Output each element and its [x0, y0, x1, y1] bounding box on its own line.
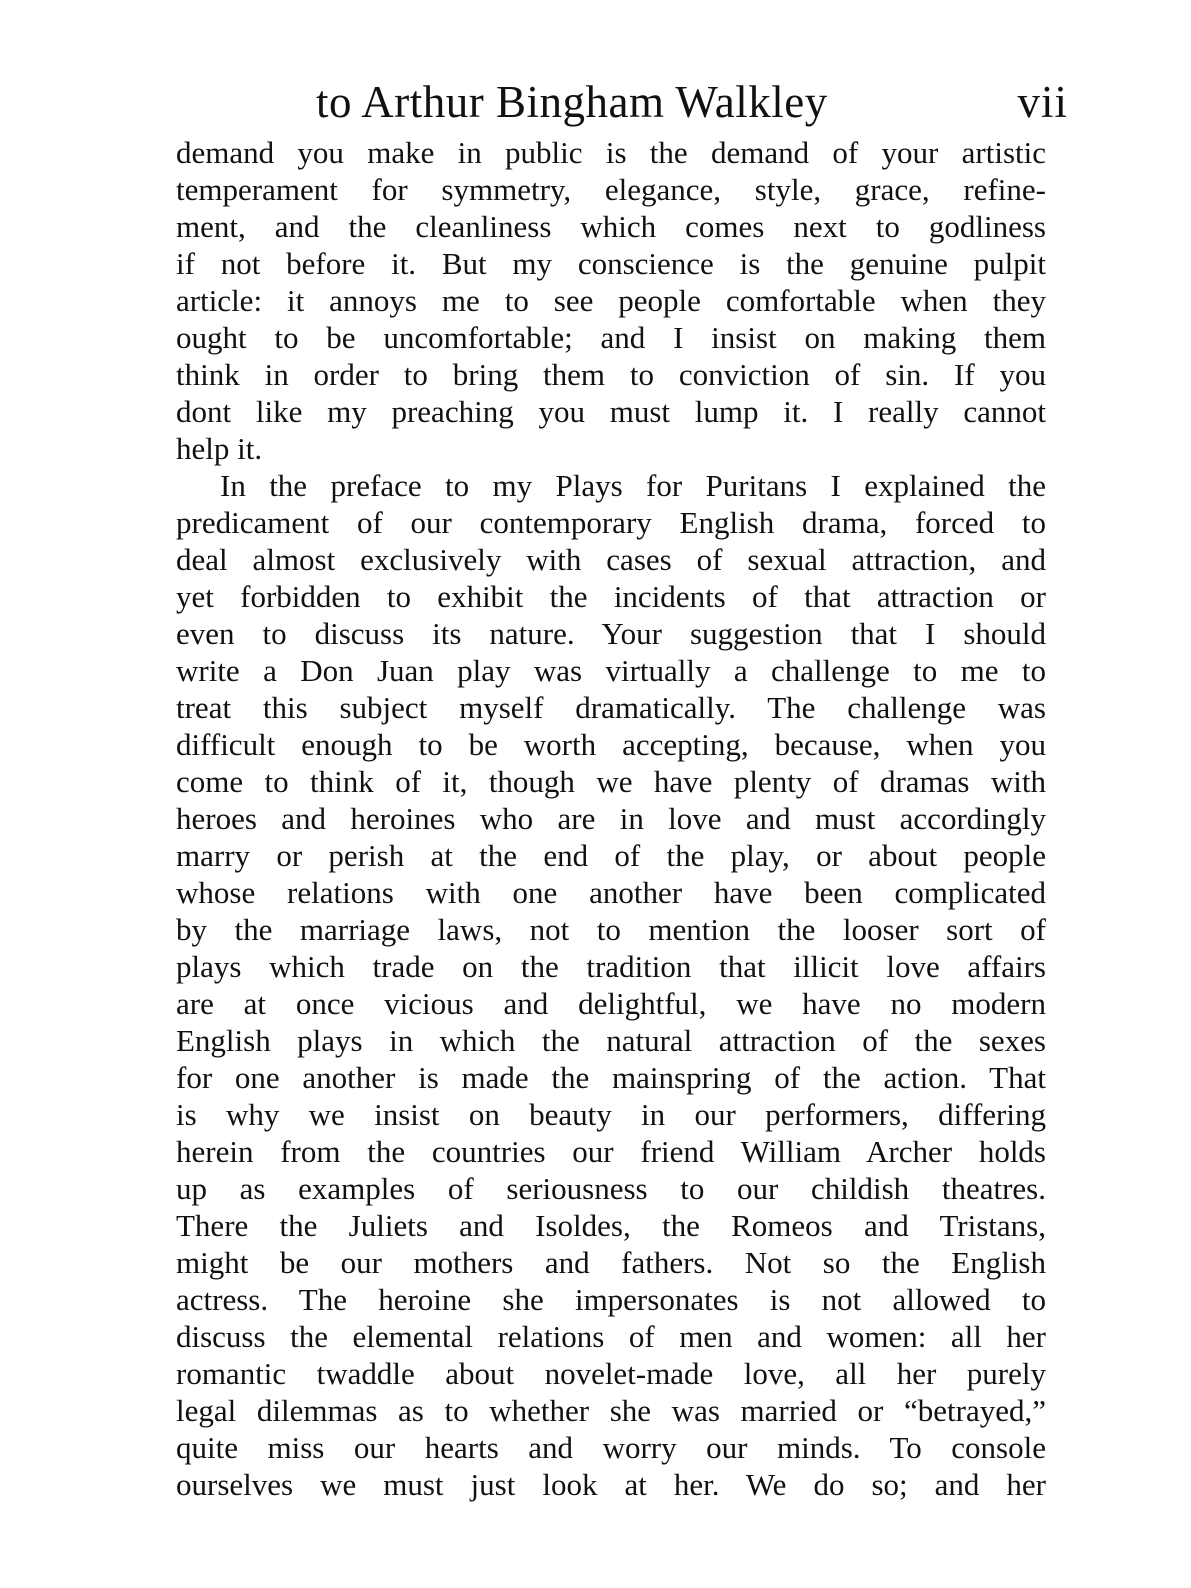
text-line: quite miss our hearts and worry our minds. To console	[176, 1430, 1046, 1465]
text-line: romantic twaddle about novelet-made love, all her purely	[176, 1356, 1046, 1391]
text-line: for one another is made the mainspring of the action. That	[176, 1060, 1046, 1095]
text-line: predicament of our contemporary English drama, forced to	[176, 505, 1046, 540]
text-line: write a Don Juan play was virtually a challenge to me to	[176, 653, 1046, 688]
text-line: article: it annoys me to see people comfortable when they	[176, 283, 1046, 318]
running-head	[0, 74, 1191, 130]
text-line: even to discuss its nature. Your suggestion that I should	[176, 616, 1046, 651]
text-line: legal dilemmas as to whether she was married or “betrayed,”	[176, 1393, 1046, 1428]
text-line: ment, and the cleanliness which comes next to godliness	[176, 209, 1046, 244]
text-line: think in order to bring them to conviction of sin. If you	[176, 357, 1046, 392]
text-line: herein from the countries our friend William Archer holds	[176, 1134, 1046, 1169]
text-line: ought to be uncomfortable; and I insist on making them	[176, 320, 1046, 355]
running-title: to Arthur Bingham Walkley	[316, 77, 828, 127]
paragraph-first-line: In the preface to my Plays for Puritans I explained the	[220, 468, 1046, 503]
text-line: There the Juliets and Isoldes, the Romeos and Tristans,	[176, 1208, 1046, 1243]
text-line: plays which trade on the tradition that illicit love affairs	[176, 949, 1046, 984]
text-line: heroes and heroines who are in love and must accordingly	[176, 801, 1046, 836]
text-line: ourselves we must just look at her. We do so; and her	[176, 1467, 1046, 1502]
text-line: whose relations with one another have been complicated	[176, 875, 1046, 910]
text-line: come to think of it, though we have plenty of dramas with	[176, 764, 1046, 799]
text-line: treat this subject myself dramatically. The challenge was	[176, 690, 1046, 725]
text-line: by the marriage laws, not to mention the looser sort of	[176, 912, 1046, 947]
text-line: are at once vicious and delightful, we have no modern	[176, 986, 1046, 1021]
text-line: English plays in which the natural attraction of the sexes	[176, 1023, 1046, 1058]
text-line: dont like my preaching you must lump it. I really cannot	[176, 394, 1046, 429]
text-line: is why we insist on beauty in our performers, differing	[176, 1097, 1046, 1132]
paragraph-end-line: help it.	[176, 431, 263, 466]
text-line: demand you make in public is the demand of your artistic	[176, 135, 1046, 170]
text-line: discuss the elemental relations of men and women: all her	[176, 1319, 1046, 1354]
text-line: difficult enough to be worth accepting, because, when you	[176, 727, 1046, 762]
text-line: up as examples of seriousness to our childish theatres.	[176, 1171, 1046, 1206]
text-line: deal almost exclusively with cases of sexual attraction, and	[176, 542, 1046, 577]
body-text	[176, 134, 1046, 1503]
text-line: might be our mothers and fathers. Not so the English	[176, 1245, 1046, 1280]
text-line: yet forbidden to exhibit the incidents of that attraction or	[176, 579, 1046, 614]
text-line: marry or perish at the end of the play, or about people	[176, 838, 1046, 873]
page-number: vii	[1017, 77, 1068, 127]
text-line: actress. The heroine she impersonates is not allowed to	[176, 1282, 1046, 1317]
text-line: temperament for symmetry, elegance, style, grace, refine-	[176, 172, 1046, 207]
text-line: if not before it. But my conscience is the genuine pulpit	[176, 246, 1046, 281]
